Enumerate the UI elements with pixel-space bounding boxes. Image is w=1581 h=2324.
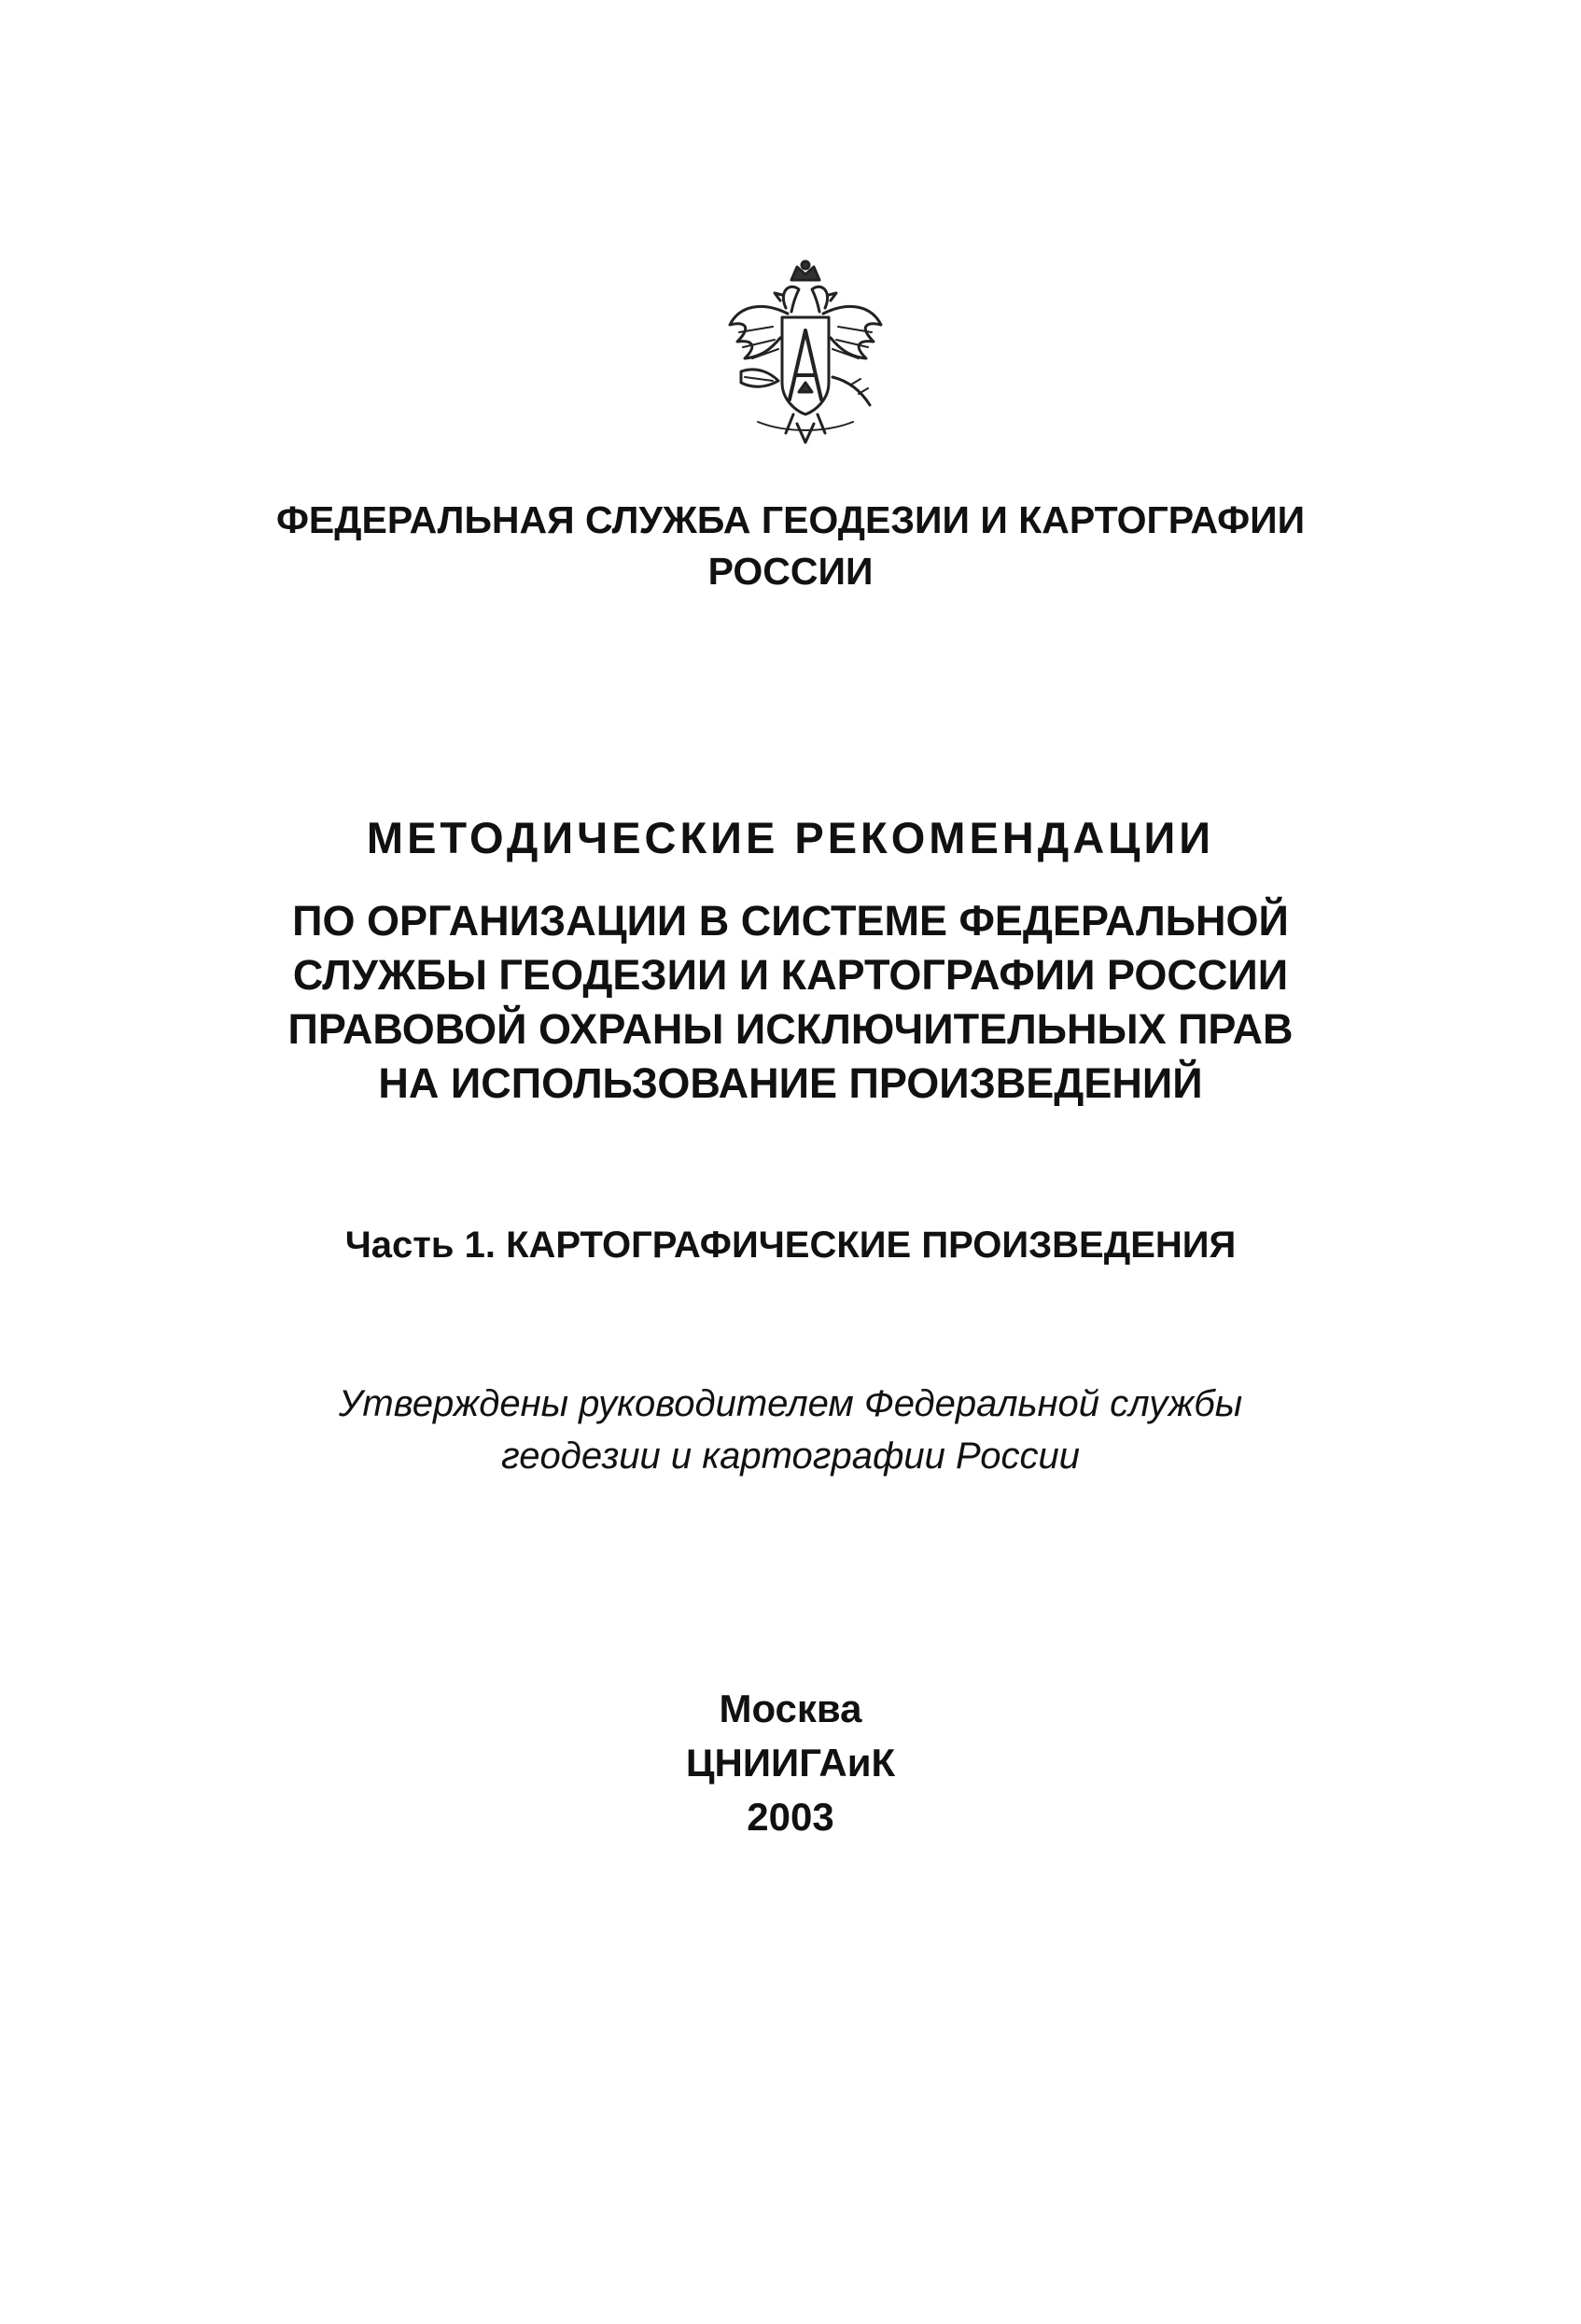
- agency-name-line-1: ФЕДЕРАЛЬНАЯ СЛУЖБА ГЕОДЕЗИИ И КАРТОГРАФИИ: [275, 498, 1306, 541]
- part-heading: Часть 1. КАРТОГРАФИЧЕСКИЕ ПРОИЗВЕДЕНИЯ: [344, 1225, 1237, 1266]
- subtitle-line-2: СЛУЖБЫ ГЕОДЕЗИИ И КАРТОГРАФИИ РОССИИ: [292, 951, 1289, 999]
- subtitle-line-3: ПРАВОВОЙ ОХРАНЫ ИСКЛЮЧИТЕЛЬНЫХ ПРАВ: [287, 1005, 1294, 1053]
- publisher-info: [0, 1682, 1581, 1844]
- agency-name-line-2: РОССИИ: [707, 550, 874, 593]
- coat-of-arms-emblem-icon: [721, 259, 890, 446]
- subtitle-line-4: НА ИСПОЛЬЗОВАНИЕ ПРОИЗВЕДЕНИЙ: [378, 1059, 1203, 1107]
- approval-note: [0, 1378, 1581, 1482]
- publisher-city: Москва: [719, 1687, 862, 1730]
- subtitle-line-1: ПО ОРГАНИЗАЦИИ В СИСТЕМЕ ФЕДЕРАЛЬНОЙ: [292, 897, 1289, 945]
- publication-year: 2003: [747, 1795, 834, 1839]
- approval-line-1: Утверждены руководителем Федеральной службы: [338, 1383, 1243, 1424]
- document-title: МЕТОДИЧЕСКИЕ РЕКОМЕНДАЦИИ: [366, 813, 1215, 862]
- publisher-name: ЦНИИГАиК: [685, 1741, 896, 1785]
- document-subtitle: [0, 894, 1581, 1111]
- approval-line-2: геодезии и картографии России: [501, 1435, 1080, 1477]
- agency-name: [0, 495, 1581, 597]
